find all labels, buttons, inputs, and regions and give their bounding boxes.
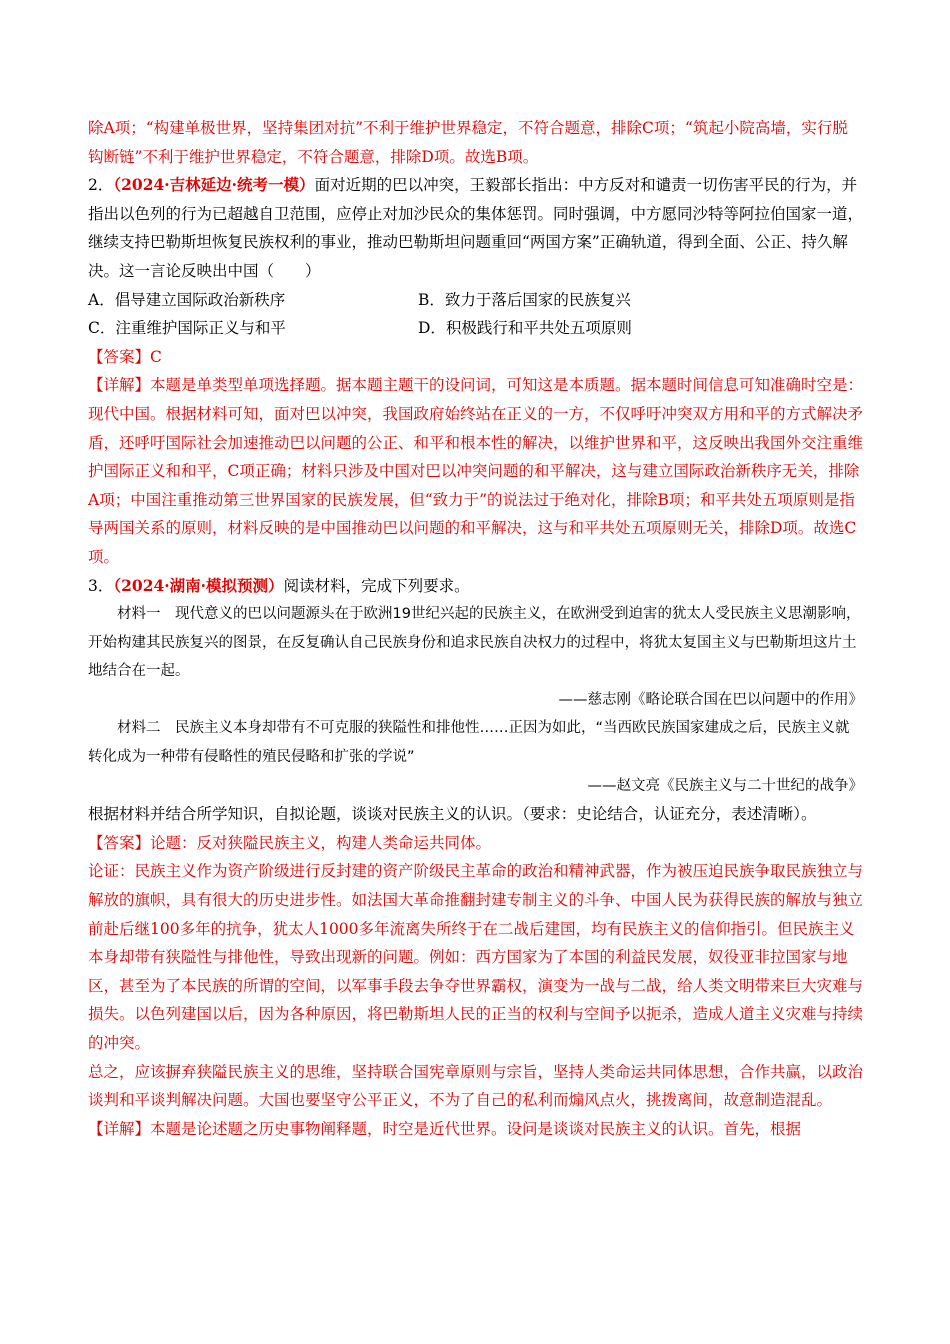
material-two: 材料二 民族主义本身却带有不可克服的狭隘性和排他性……正因为如此，“当西欧民族国家建成之后，民族主义就转化成为一种带有侵略性的殖民侵略和扩张的学说” xyxy=(88,720,850,766)
question-stem: 面对近期的巴以冲突，王毅部长指出：中方反对和谴责一切伤害平民的行为，并指出以色列的行为已超越自卫范围，应停止对加沙民众的集体惩罚。同时强调，中方愿同沙特等阿拉伯国家一道，继续支持巴勒斯坦恢复民族权利的事业，推动巴勒斯坦问题重回“两国方案”正确轨道，得到全面、公正、持久解决。这一言论反映出中国（ ） xyxy=(88,176,864,280)
question-number: 3． xyxy=(88,576,114,595)
question-source: （2024·湖南·模拟预测） xyxy=(113,575,284,595)
question-number: 2． xyxy=(88,176,114,195)
task-requirement: 根据材料并结合所学知识，自拟论题，谈谈对民族主义的认识。（要求：史论结合，认证充分，表述清晰）。 xyxy=(88,805,817,824)
argument-paragraph: 论证：民族主义作为资产阶级进行反封建的资产阶级民主革命的政治和精神武器，作为被压迫民族争取民族独立与解放的旗帜，具有很大的历史进步性。如法国大革命推翻封建专制主义的斗争、中国人民为获得民族的解放与独立前赴后继100多年的抗争，犹太人1000多年流离失所终于在二战后建国，均有民族主义的信仰指引。但民族主义本身却带有狭隘性与排他性，导致出现新的问题。例如：西方国家为了本国的利益民发展，奴役亚非拉国家与地区，甚至为了本民族的所谓的空间，以军事手段去争夺世界霸权，演变为一战与二战，给人类文明带来巨大灾难与损失。以色列建国以后，因为各种原因，将巴勒斯坦人民的正当的权利与空间予以扼杀，造成人道主义灾难与持续的冲突。 xyxy=(88,862,864,1052)
question-source: （2024·吉林延边·统考一模） xyxy=(113,175,315,195)
document-content xyxy=(88,114,863,1143)
previous-explanation: 除A项；“构建单极世界，坚持集团对抗”不利于维护世界稳定，不符合题意，排除C项；“筑起小院高墙，实行脱钩断链”不利于维护世界稳定，不符合题意，排除D项。故选B项。 xyxy=(88,119,848,166)
material-one: 材料一 现代意义的巴以问题源头在于欧洲19世纪兴起的民族主义，在欧洲受到迫害的犹太人受民族主义思潮影响，开始构建其民族复兴的图景，在反复确认自己民族身份和追求民族自决权力的过程中，将犹太复国主义与巴勒斯坦这片土地结合在一起。 xyxy=(88,606,861,680)
question-2 xyxy=(88,171,863,285)
answer-thesis: 【答案】论题：反对狭隘民族主义，构建人类命运共同体。 xyxy=(88,833,492,852)
option-b: B．致力于落后国家的民族复兴 xyxy=(418,290,631,309)
answer: 【答案】C xyxy=(88,347,162,366)
options-list xyxy=(88,286,863,343)
option-a: A．倡导建立国际政治新秩序 xyxy=(88,290,286,309)
question-stem: 阅读材料，完成下列要求。 xyxy=(283,576,470,595)
citation-one: ——慈志刚《略论联合国在巴以问题中的作用》 xyxy=(558,691,863,708)
option-d: D．积极践行和平共处五项原则 xyxy=(418,319,632,338)
conclusion-paragraph: 总之，应该摒弃狭隘民族主义的思维，坚持联合国宪章原则与宗旨，坚持人类命运共同体思想，合作共赢，以政治谈判和平谈判解决问题。大国也要坚守公平正义，不为了自己的私利而煽风点火，挑拨离间，故意制造混乱。 xyxy=(88,1062,864,1110)
citation-two: ——赵文亮《民族主义与二十世纪的战争》 xyxy=(587,777,863,794)
question-3 xyxy=(88,572,863,601)
option-c: C．注重维护国际正义与和平 xyxy=(88,319,286,338)
detail-explanation: 【详解】本题是论述题之历史事物阐释题，时空是近代世界。设问是谈谈对民族主义的认识。首先，根据 xyxy=(88,1119,802,1138)
detail-explanation: 【详解】本题是单类型单项选择题。据本题主题干的设问词，可知这是本质题。据本题时间信息可知准确时空是：现代中国。根据材料可知，面对巴以冲突，我国政府始终站在正义的一方，不仅呼吁冲突双方用和平的方式解决矛盾，还呼吁国际社会加速推动巴以问题的公正、和平和根本性的解决，以维护世界和平，这反映出我国外交注重维护国际正义和和平，C项正确；材料只涉及中国对巴以冲突问题的和平解决，这与建立国际政治新秩序无关，排除A项；中国注重推动第三世界国家的民族发展，但“致力于”的说法过于绝对化，排除B项；和平共处五项原则是指导两国关系的原则，材料反映的是中国推动巴以问题的和平解决，这与和平共处五项原则无关，排除D项。故选C项。 xyxy=(88,376,864,566)
